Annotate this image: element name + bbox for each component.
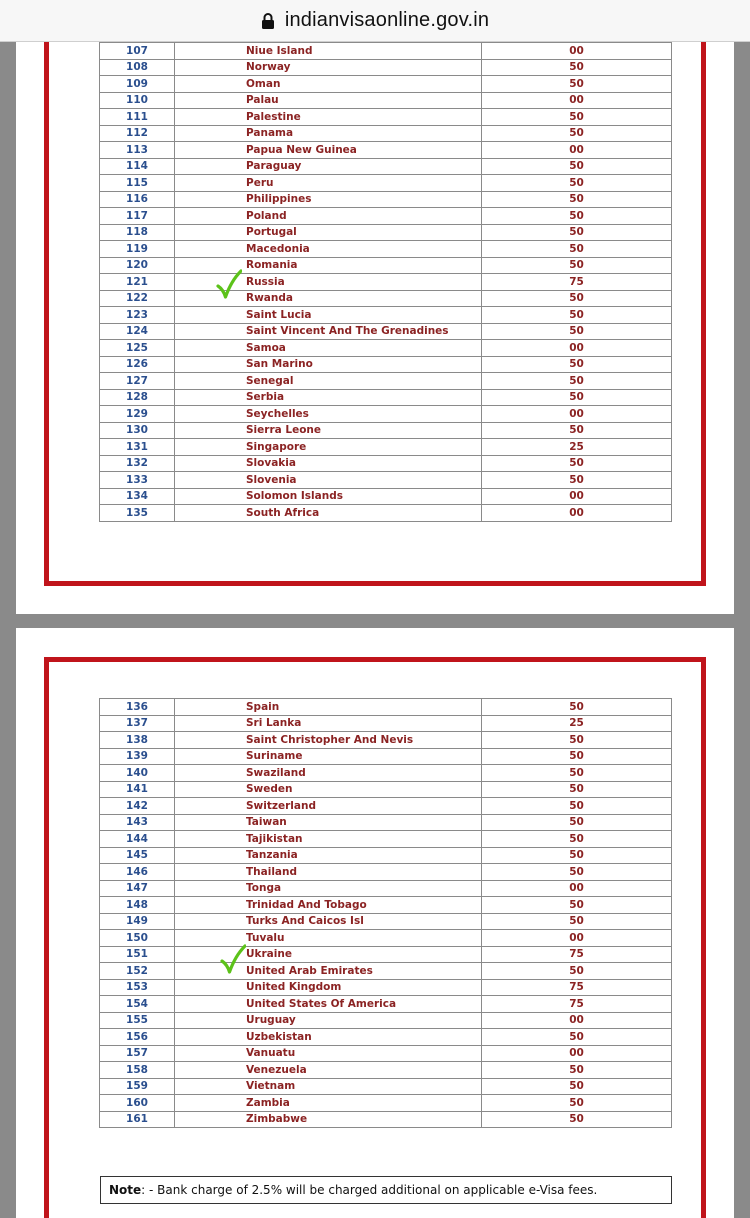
country-number: 110	[100, 92, 175, 109]
country-name: United Arab Emirates	[175, 963, 482, 980]
country-name: Russia	[175, 274, 482, 291]
country-number: 116	[100, 191, 175, 208]
country-number: 140	[100, 765, 175, 782]
country-number: 161	[100, 1111, 175, 1128]
country-number: 144	[100, 831, 175, 848]
country-number: 130	[100, 422, 175, 439]
country-number: 119	[100, 241, 175, 258]
country-number: 155	[100, 1012, 175, 1029]
visa-fee: 50	[482, 472, 672, 489]
note-label: Note	[109, 1183, 142, 1197]
country-number: 151	[100, 946, 175, 963]
country-name: Uruguay	[175, 1012, 482, 1029]
country-number: 148	[100, 897, 175, 914]
country-name: Vietnam	[175, 1078, 482, 1095]
visa-fee-table	[99, 698, 672, 1128]
country-name: United States Of America	[175, 996, 482, 1013]
country-number: 132	[100, 455, 175, 472]
visa-fee: 50	[482, 389, 672, 406]
visa-fee: 50	[482, 422, 672, 439]
table-row	[100, 732, 672, 749]
country-name: Palau	[175, 92, 482, 109]
visa-fee: 50	[482, 897, 672, 914]
fee-table-body	[100, 699, 672, 1128]
country-number: 145	[100, 847, 175, 864]
table-row	[100, 373, 672, 390]
country-number: 122	[100, 290, 175, 307]
table-row	[100, 274, 672, 291]
country-name: Saint Vincent And The Grenadines	[175, 323, 482, 340]
country-number: 125	[100, 340, 175, 357]
country-name: Portugal	[175, 224, 482, 241]
country-name: Solomon Islands	[175, 488, 482, 505]
table-row	[100, 1045, 672, 1062]
country-number: 114	[100, 158, 175, 175]
table-row	[100, 340, 672, 357]
visa-fee: 00	[482, 406, 672, 423]
visa-fee: 00	[482, 1012, 672, 1029]
visa-fee: 50	[482, 1078, 672, 1095]
table-row	[100, 488, 672, 505]
country-number: 149	[100, 913, 175, 930]
table-row	[100, 241, 672, 258]
table-row	[100, 979, 672, 996]
country-name: Serbia	[175, 389, 482, 406]
visa-fee: 50	[482, 356, 672, 373]
visa-fee: 50	[482, 963, 672, 980]
table-row	[100, 175, 672, 192]
visa-fee: 50	[482, 158, 672, 175]
table-row	[100, 814, 672, 831]
visa-fee: 50	[482, 208, 672, 225]
visa-fee: 50	[482, 913, 672, 930]
visa-fee: 50	[482, 1111, 672, 1128]
country-name: Rwanda	[175, 290, 482, 307]
country-number: 131	[100, 439, 175, 456]
visa-fee: 50	[482, 748, 672, 765]
visa-fee: 50	[482, 864, 672, 881]
country-name: Peru	[175, 175, 482, 192]
country-number: 126	[100, 356, 175, 373]
table-row	[100, 913, 672, 930]
country-name: Senegal	[175, 373, 482, 390]
country-number: 137	[100, 715, 175, 732]
country-number: 154	[100, 996, 175, 1013]
country-name: Sri Lanka	[175, 715, 482, 732]
table-row	[100, 125, 672, 142]
visa-fee: 75	[482, 946, 672, 963]
country-number: 123	[100, 307, 175, 324]
table-row	[100, 43, 672, 60]
visa-fee: 50	[482, 814, 672, 831]
country-number: 160	[100, 1095, 175, 1112]
table-row	[100, 257, 672, 274]
country-number: 138	[100, 732, 175, 749]
country-number: 129	[100, 406, 175, 423]
visa-fee: 50	[482, 1095, 672, 1112]
visa-fee: 50	[482, 241, 672, 258]
visa-fee: 50	[482, 323, 672, 340]
visa-fee: 00	[482, 92, 672, 109]
country-number: 121	[100, 274, 175, 291]
country-number: 115	[100, 175, 175, 192]
table-row	[100, 455, 672, 472]
table-row	[100, 389, 672, 406]
visa-fee: 50	[482, 765, 672, 782]
country-name: Turks And Caicos Isl	[175, 913, 482, 930]
table-row	[100, 1111, 672, 1128]
country-number: 127	[100, 373, 175, 390]
country-name: Ukraine	[175, 946, 482, 963]
table-row	[100, 946, 672, 963]
country-number: 118	[100, 224, 175, 241]
table-row	[100, 191, 672, 208]
country-number: 117	[100, 208, 175, 225]
visa-fee: 50	[482, 307, 672, 324]
visa-fee: 50	[482, 732, 672, 749]
country-number: 139	[100, 748, 175, 765]
country-name: Samoa	[175, 340, 482, 357]
visa-fee: 75	[482, 996, 672, 1013]
country-name: Uzbekistan	[175, 1029, 482, 1046]
country-name: United Kingdom	[175, 979, 482, 996]
visa-fee: 00	[482, 880, 672, 897]
country-name: Oman	[175, 76, 482, 93]
country-name: Zambia	[175, 1095, 482, 1112]
table-row	[100, 748, 672, 765]
country-name: Papua New Guinea	[175, 142, 482, 159]
visa-fee: 50	[482, 109, 672, 126]
table-row	[100, 996, 672, 1013]
table-row	[100, 963, 672, 980]
table-row	[100, 831, 672, 848]
country-name: Spain	[175, 699, 482, 716]
table-row	[100, 158, 672, 175]
table-row	[100, 897, 672, 914]
country-number: 108	[100, 59, 175, 76]
country-name: Slovakia	[175, 455, 482, 472]
checkmark-icon	[220, 944, 246, 974]
country-name: Niue Island	[175, 43, 482, 60]
country-name: Paraguay	[175, 158, 482, 175]
visa-fee: 00	[482, 142, 672, 159]
country-name: Romania	[175, 257, 482, 274]
visa-fee: 50	[482, 125, 672, 142]
country-number: 112	[100, 125, 175, 142]
country-name: Swaziland	[175, 765, 482, 782]
country-name: Poland	[175, 208, 482, 225]
table-row	[100, 715, 672, 732]
country-name: Norway	[175, 59, 482, 76]
pdf-page-1	[16, 42, 734, 614]
visa-fee: 50	[482, 76, 672, 93]
visa-fee: 50	[482, 455, 672, 472]
table-row	[100, 92, 672, 109]
visa-fee: 50	[482, 847, 672, 864]
country-number: 142	[100, 798, 175, 815]
visa-fee: 50	[482, 224, 672, 241]
table-row	[100, 406, 672, 423]
table-row	[100, 356, 672, 373]
table-row	[100, 505, 672, 522]
table-row	[100, 1062, 672, 1079]
country-number: 133	[100, 472, 175, 489]
visa-fee: 50	[482, 373, 672, 390]
country-number: 152	[100, 963, 175, 980]
country-name: Thailand	[175, 864, 482, 881]
table-row	[100, 439, 672, 456]
lock-icon	[261, 12, 275, 30]
checkmark-icon	[216, 269, 242, 299]
visa-fee-table	[99, 42, 672, 522]
visa-fee: 50	[482, 175, 672, 192]
visa-fee: 00	[482, 1045, 672, 1062]
visa-fee: 50	[482, 831, 672, 848]
country-name: Sierra Leone	[175, 422, 482, 439]
country-number: 157	[100, 1045, 175, 1062]
bank-charge-note	[100, 1176, 672, 1204]
country-number: 158	[100, 1062, 175, 1079]
country-number: 156	[100, 1029, 175, 1046]
table-row	[100, 76, 672, 93]
table-row	[100, 765, 672, 782]
table-row	[100, 880, 672, 897]
table-row	[100, 930, 672, 947]
table-row	[100, 1095, 672, 1112]
country-number: 136	[100, 699, 175, 716]
page-url[interactable]: indianvisaonline.gov.in	[284, 9, 490, 31]
table-row	[100, 142, 672, 159]
table-row	[100, 1012, 672, 1029]
table-row	[100, 798, 672, 815]
country-name: Switzerland	[175, 798, 482, 815]
visa-fee: 50	[482, 699, 672, 716]
country-name: San Marino	[175, 356, 482, 373]
visa-fee: 50	[482, 781, 672, 798]
country-name: Slovenia	[175, 472, 482, 489]
country-number: 128	[100, 389, 175, 406]
table-row	[100, 109, 672, 126]
country-number: 111	[100, 109, 175, 126]
visa-fee: 50	[482, 257, 672, 274]
visa-fee: 50	[482, 1062, 672, 1079]
table-row	[100, 59, 672, 76]
table-row	[100, 847, 672, 864]
visa-fee: 75	[482, 274, 672, 291]
country-name: Philippines	[175, 191, 482, 208]
country-name: Suriname	[175, 748, 482, 765]
visa-fee: 50	[482, 798, 672, 815]
country-number: 146	[100, 864, 175, 881]
visa-fee: 00	[482, 488, 672, 505]
visa-fee: 00	[482, 340, 672, 357]
pdf-page-2	[16, 628, 734, 1218]
country-name: Macedonia	[175, 241, 482, 258]
country-number: 109	[100, 76, 175, 93]
country-name: Vanuatu	[175, 1045, 482, 1062]
table-row	[100, 864, 672, 881]
table-row	[100, 422, 672, 439]
country-name: Sweden	[175, 781, 482, 798]
country-number: 124	[100, 323, 175, 340]
visa-fee: 50	[482, 1029, 672, 1046]
table-row	[100, 307, 672, 324]
visa-fee: 50	[482, 290, 672, 307]
visa-fee: 50	[482, 59, 672, 76]
table-row	[100, 290, 672, 307]
country-name: Tonga	[175, 880, 482, 897]
visa-fee: 00	[482, 505, 672, 522]
country-number: 107	[100, 43, 175, 60]
country-number: 147	[100, 880, 175, 897]
table-row	[100, 224, 672, 241]
table-row	[100, 208, 672, 225]
country-name: Zimbabwe	[175, 1111, 482, 1128]
visa-fee: 75	[482, 979, 672, 996]
country-number: 113	[100, 142, 175, 159]
table-row	[100, 323, 672, 340]
country-name: Singapore	[175, 439, 482, 456]
country-name: Trinidad And Tobago	[175, 897, 482, 914]
table-row	[100, 472, 672, 489]
country-name: Taiwan	[175, 814, 482, 831]
country-number: 120	[100, 257, 175, 274]
country-name: Tajikistan	[175, 831, 482, 848]
browser-address-bar[interactable]	[0, 0, 750, 42]
country-number: 134	[100, 488, 175, 505]
country-name: South Africa	[175, 505, 482, 522]
table-row	[100, 1078, 672, 1095]
country-name: Panama	[175, 125, 482, 142]
country-name: Saint Lucia	[175, 307, 482, 324]
country-name: Palestine	[175, 109, 482, 126]
country-number: 153	[100, 979, 175, 996]
country-name: Saint Christopher And Nevis	[175, 732, 482, 749]
country-name: Seychelles	[175, 406, 482, 423]
country-number: 143	[100, 814, 175, 831]
table-row	[100, 781, 672, 798]
visa-fee: 00	[482, 43, 672, 60]
visa-fee: 25	[482, 439, 672, 456]
country-number: 141	[100, 781, 175, 798]
country-number: 150	[100, 930, 175, 947]
table-row	[100, 699, 672, 716]
visa-fee: 00	[482, 930, 672, 947]
country-name: Tuvalu	[175, 930, 482, 947]
country-number: 159	[100, 1078, 175, 1095]
country-name: Venezuela	[175, 1062, 482, 1079]
visa-fee: 25	[482, 715, 672, 732]
table-row	[100, 1029, 672, 1046]
country-number: 135	[100, 505, 175, 522]
note-text: : - Bank charge of 2.5% will be charged additional on applicable e-Visa fees.	[141, 1183, 598, 1197]
country-name: Tanzania	[175, 847, 482, 864]
fee-table-body	[100, 43, 672, 522]
visa-fee: 50	[482, 191, 672, 208]
